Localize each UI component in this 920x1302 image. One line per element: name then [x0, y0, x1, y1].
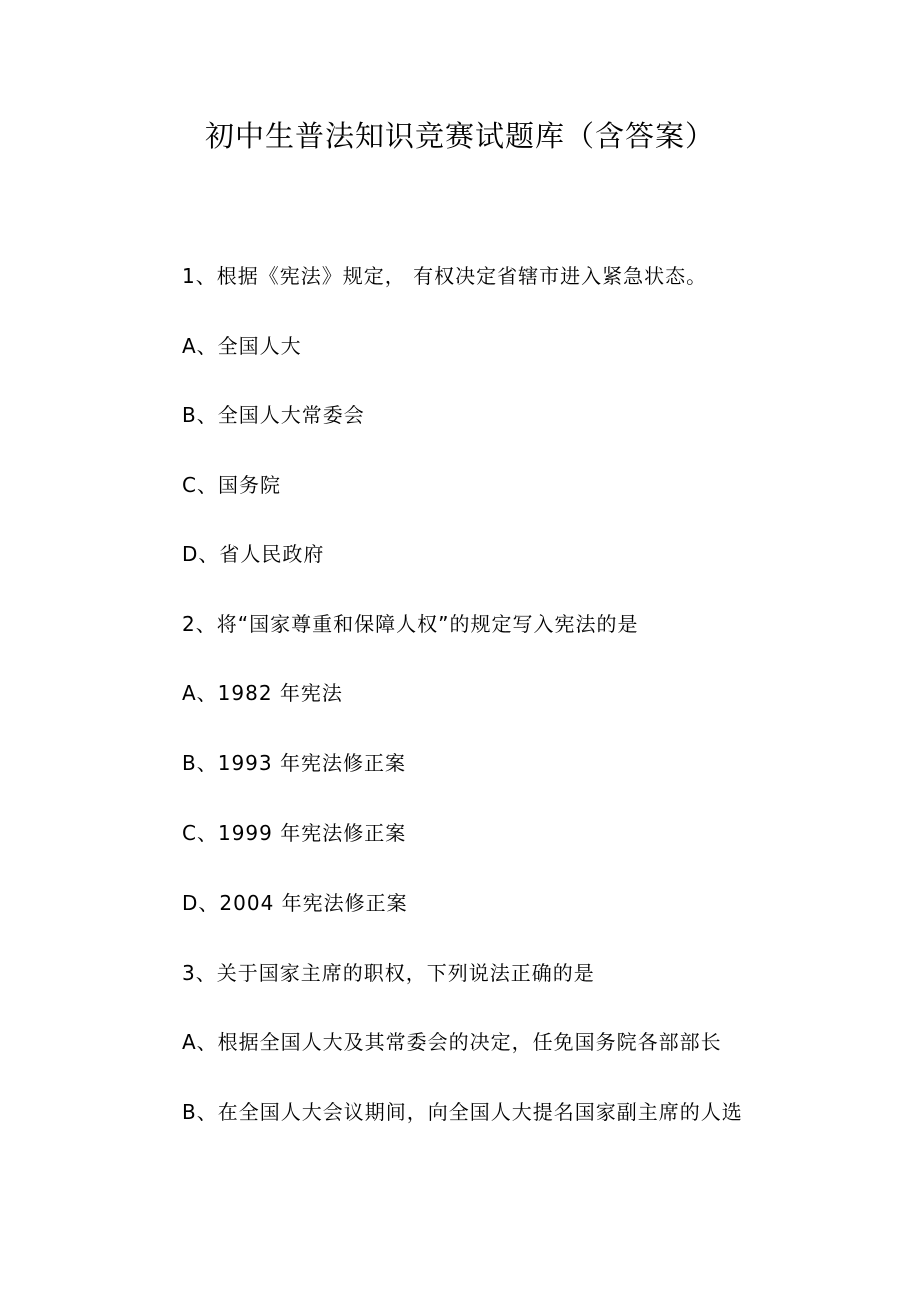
question-2: 2、将“国家尊重和保障人权”的规定写入宪法的是 [182, 612, 639, 636]
question-1-option-b: B、全国人大常委会 [182, 403, 365, 427]
question-1-option-c: C、国务院 [182, 473, 281, 497]
page-title: 初中生普法知识竞赛试题库（含答案） [204, 119, 715, 153]
question-1: 1、根据《宪法》规定， 有权决定省辖市进入紧急状态。 [182, 264, 708, 288]
question-1-option-a: A、全国人大 [182, 334, 302, 358]
question-3-option-a: A、根据全国人大及其常委会的决定，任免国务院各部部长 [182, 1030, 722, 1054]
question-3-option-b: B、在全国人大会议期间，向全国人大提名国家副主席的人选 [182, 1100, 743, 1124]
question-1-option-d: D、省人民政府 [182, 542, 325, 566]
question-2-option-a: A、1982 年宪法 [182, 681, 343, 705]
question-2-option-c: C、1999 年宪法修正案 [182, 821, 407, 845]
question-2-option-b: B、1993 年宪法修正案 [182, 751, 406, 775]
question-3: 3、关于国家主席的职权，下列说法正确的是 [182, 961, 595, 985]
question-2-option-d: D、2004 年宪法修正案 [182, 891, 408, 915]
